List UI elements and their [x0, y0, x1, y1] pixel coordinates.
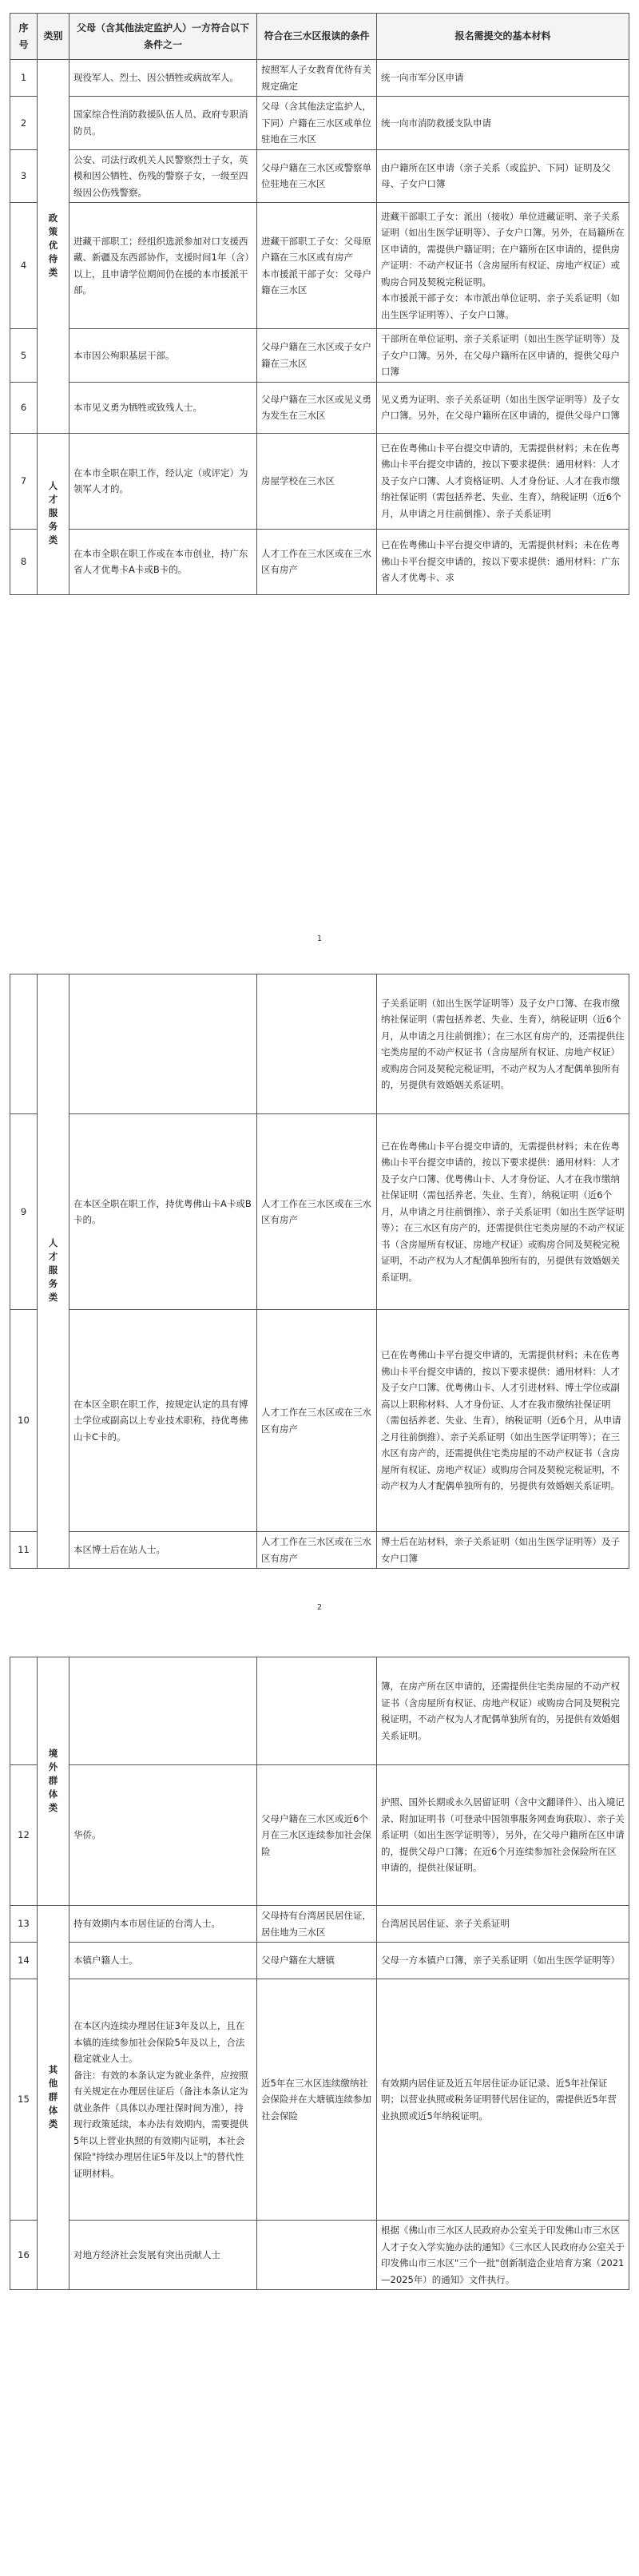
row-materials: 统一向市军分区申请: [377, 60, 629, 97]
table-row: [10, 60, 629, 97]
row-local: 房屋学校在三水区: [257, 433, 377, 529]
row-materials: 根据《佛山市三水区人民政府办公室关于印发佛山市三水区人才子女入学实施办法的通知》《三水区人民政府办公室关于印发佛山市三水区"三个一批"创新制造企业培育方案（2021—2025年）的通知》文件执行。: [377, 2221, 629, 2290]
table-row: [10, 203, 629, 329]
table-row: [10, 97, 629, 150]
table-row: [10, 2221, 629, 2290]
category-cell: [38, 974, 69, 1569]
table-row: [10, 529, 629, 594]
row-local: 父母户籍在三水区或警察单位驻地在三水区: [257, 149, 377, 203]
row-materials: 已在佐粤佛山卡平台提交申请的，无需提供材料；未在佐粤佛山卡平台提交申请的，按以下要求提供：通用材料：人才及子女户口簿、优粤佛山卡、人才引进材料、博士学位或副高以上职称材料、人才身份证、人才在我市缴纳社保证明（需包括养老、失业、生育），纳税证明（近6个月，从申请之月往前倒推）、亲子关系证明（如出生医学证明等）；在三水区有房产的，还需提供住宅类房屋的不动产权证书（含房屋所有权证、房地产权证）或购房合同及契税完税证明，不动产权为人才配偶单独所有的，另提供有效婚姻关系证明。: [377, 1310, 629, 1532]
row-local: 近5年在三水区连续缴纳社会保险并在大塘镇连续参加社会保险: [257, 1979, 377, 2221]
row-materials: 由户籍所在区申请（亲子关系（或监护、下同）证明及父母、子女户口簿: [377, 149, 629, 203]
table-row: [10, 433, 629, 529]
page-number: 1: [316, 935, 323, 943]
table-row: [10, 1657, 629, 1765]
table-row: [10, 1765, 629, 1906]
row-condition: 本市因公殉职基层干部。: [69, 329, 257, 383]
row-condition: 本市见义勇为牺牲或致残人士。: [69, 382, 257, 433]
row-local: 父母户籍在三水区或见义勇为发生在三水区: [257, 382, 377, 433]
row-materials: 进藏干部职工子女：派出（接收）单位进藏证明、亲子关系证明（如出生医学证明等）、子女户口簿。另外，在局籍所在区申请的，需提供户籍证明；在户籍所在区申请的，提供房产证明：不动产权证书（含房屋所有权证、房地产权证）或购房合同及契税完税证明。 本市援派干部子女：本市派出单位证明、亲子关系证明（如出生医学证明等）、子女户口簿。: [377, 203, 629, 329]
table-row: [10, 1906, 629, 1943]
table-row: [10, 1979, 629, 2221]
row-no: 13: [10, 1906, 38, 1943]
row-no: 2: [10, 97, 38, 150]
row-condition: 在本区全职在职工作，按规定认定的具有博士学位或副高以上专业技术职称，持优粤佛山卡C卡的。: [69, 1310, 257, 1532]
row-no: 12: [10, 1765, 38, 1906]
row-no: 15: [10, 1979, 38, 2221]
row-materials: 已在佐粤佛山卡平台提交申请的，无需提供材料；未在佐粤佛山卡平台提交申请的，按以下要求提供：通用材料：人才及子女户口簿、人才资格证明、人才身份证、人才在我市缴纳社保证明（需包括养老、失业、生育），纳税证明（近6个月，从申请之月往前倒推）、亲子关系证明: [377, 433, 629, 529]
enrollment-table-page-3: [10, 1657, 629, 2290]
row-materials: 护照、国外长期或永久居留证明（含中文翻译件）、出入境记录、附加证明书（可登录中国领事服务网查询获取）、亲子关系证明（如出生医学证明等），另外，在父母户籍所在区申请的，提供父母户口簿；在近6个月连续参加社会保险所在区申请的，提供社保证明。: [377, 1765, 629, 1906]
row-materials: 簿，在房产所在区申请的，还需提供住宅类房屋的不动产权证书（含房屋所有权证、房地产权证）或购房合同及契税完税证明，不动产权为人才配偶单独所有的，另提供有效婚姻关系证明。: [377, 1657, 629, 1765]
header-condition: 父母（含其他法定监护人）一方符合以下条件之一: [69, 14, 257, 60]
row-condition: [69, 1657, 257, 1765]
row-condition: 进藏干部职工；经组织选派参加对口支援西藏、新疆及东西部协作，支援时间1年（含）以上，且申请学位期间仍在援的本市援派干部。: [69, 203, 257, 329]
row-local: 人才工作在三水区或在三水区有房产: [257, 1114, 377, 1310]
header-category: 类别: [38, 14, 69, 60]
row-condition: 华侨。: [69, 1765, 257, 1906]
category-talent: 人才服务类: [48, 479, 58, 546]
category-policy: 政策优待类: [48, 212, 58, 278]
header-local: 符合在三水区报读的条件: [257, 14, 377, 60]
table-row: [10, 1943, 629, 1979]
row-condition: 在本区内连续办理居住证3年及以上，且在本镇的连续参加社会保险5年及以上，合法稳定就业人士。 备注：有效的本条认定为就业条件，应按照有关规定在办理居住证后（备注本条认定为就业条件（具体以办理社保时间为准），持现行政策延续，本办法有效期内，需要提供5年以上营业执照的有效期内证明，本社会保险"持续办理居住证5年及以上"的替代性证明材料。: [69, 1979, 257, 2221]
row-no: [10, 974, 38, 1114]
enrollment-table-page-2: [10, 974, 629, 1569]
row-materials: 已在佐粤佛山卡平台提交申请的，无需提供材料；未在佐粤佛山卡平台提交申请的，按以下要求提供：通用材料：人才及子女户口簿、优粤佛山卡、人才身份证、人才在我市缴纳社保证明（需包括养老、失业、生育），纳税证明（近6个月，从申请之月往前倒推）、亲子关系证明（如出生医学证明等）；在三水区有房产的，还需提供住宅类房屋的不动产权证书（含房屋所有权证、房地产权证）或购房合同及契税完税证明，不动产权为人才配偶单独所有的，另提供有效婚姻关系证明。: [377, 1114, 629, 1310]
row-local: 父母户籍在三水区或近6个月在三水区连续参加社会保险: [257, 1765, 377, 1906]
row-local: 人才工作在三水区或在三水区有房产: [257, 1310, 377, 1532]
table-row: [10, 1114, 629, 1310]
row-no: 7: [10, 433, 38, 529]
row-materials: 子关系证明（如出生医学证明等）及子女户口簿、在我市缴纳社保证明（需包括养老、失业、生育），纳税证明（近6个月，从申请之月往前倒推）；在三水区有房产的，还需提供住宅类房屋的不动产权证书（含房屋所有权证、房地产权证）或购房合同及契税完税证明，不动产权为人才配偶单独所有的，另提供有效婚姻关系证明。: [377, 974, 629, 1114]
page-number: 2: [316, 1603, 323, 1612]
row-materials: 见义勇为证明、亲子关系证明（如出生医学证明等）及子女户口簿。另外，在父母户籍所在区申请的，提供父母户口簿: [377, 382, 629, 433]
row-local: 父母户籍在大塘镇: [257, 1943, 377, 1979]
page-1: [0, 0, 639, 955]
row-materials: 有效期内居住证及近五年居住证办证记录、近5年社保证明；以营业执照或税务证明替代居住证的，需提供近5年营业执照或近5年纳税证明。: [377, 1979, 629, 2221]
row-no: 10: [10, 1310, 38, 1532]
row-local: [257, 974, 377, 1114]
row-condition: 在本区全职在职工作，持优粤佛山卡A卡或B卡的。: [69, 1114, 257, 1310]
category-talent-continued: 人才服务类: [48, 1237, 58, 1304]
page-2: [0, 955, 639, 1637]
row-local: [257, 1657, 377, 1765]
table-row: [10, 382, 629, 433]
row-no: 3: [10, 149, 38, 203]
row-local: 父母持有台湾居民居住证，居住地为三水区: [257, 1906, 377, 1943]
row-local: 进藏干部职工子女：父母原户籍在三水区或有房产 本市援派干部子女：父母户籍在三水区: [257, 203, 377, 329]
row-materials: 已在佐粤佛山卡平台提交申请的，无需提供材料；未在佐粤佛山卡平台提交申请的，按以下要求提供：通用材料：广东省人才优粤卡、求: [377, 529, 629, 594]
row-no: 9: [10, 1114, 38, 1310]
row-condition: 在本市全职在职工作，经认定（或评定）为领军人才的。: [69, 433, 257, 529]
category-cell: [38, 1906, 69, 2290]
header-no: 序号: [10, 14, 38, 60]
row-no: 14: [10, 1943, 38, 1979]
row-materials: 统一向市消防救援支队申请: [377, 97, 629, 150]
category-cell: [38, 433, 69, 594]
row-condition: 本区博士后在站人士。: [69, 1532, 257, 1569]
row-condition: 持有效期内本市居住证的台湾人士。: [69, 1906, 257, 1943]
table-row: [10, 974, 629, 1114]
table-row: [10, 1310, 629, 1532]
row-no: [10, 1657, 38, 1765]
row-condition: 现役军人、烈士、因公牺牲或病故军人。: [69, 60, 257, 97]
row-materials: 干部所在单位证明、亲子关系证明（如出生医学证明等）及子女户口簿。另外，在父母户籍所在区申请的，提供父母户口簿: [377, 329, 629, 383]
row-no: 1: [10, 60, 38, 97]
table-row: [10, 1532, 629, 1569]
row-condition: 国家综合性消防救援队伍人员、政府专职消防员。: [69, 97, 257, 150]
row-local: 人才工作在三水区或在三水区有房产: [257, 1532, 377, 1569]
category-other: 其他群体类: [48, 2063, 58, 2129]
row-condition: [69, 974, 257, 1114]
row-local: 按照军人子女教育优待有关规定确定: [257, 60, 377, 97]
table-header-row: [10, 14, 629, 60]
row-local: 父母（含其他法定监护人，下同）户籍在三水区或单位驻地在三水区: [257, 97, 377, 150]
row-materials: 博士后在站材料，亲子关系证明（如出生医学证明等）及子女户口簿: [377, 1532, 629, 1569]
row-materials: 父母一方本镇户口簿，亲子关系证明（如出生医学证明等）: [377, 1943, 629, 1979]
category-cell: [38, 1657, 69, 1906]
row-condition: 公安、司法行政机关人民警察烈士子女，英模和因公牺牲、伤残的警察子女，一级至四级因公伤残警察。: [69, 149, 257, 203]
row-no: 6: [10, 382, 38, 433]
row-no: 4: [10, 203, 38, 329]
table-row: [10, 149, 629, 203]
page-3: [0, 1637, 639, 2576]
category-overseas: 境外群体类: [48, 1747, 58, 1813]
row-materials: 台湾居民居住证、亲子关系证明: [377, 1906, 629, 1943]
row-no: 11: [10, 1532, 38, 1569]
row-condition: 对地方经济社会发展有突出贡献人士: [69, 2221, 257, 2290]
row-condition: 在本市全职在职工作或在本市创业，持广东省人才优粤卡A卡或B卡的。: [69, 529, 257, 594]
row-no: 8: [10, 529, 38, 594]
row-local: 人才工作在三水区或在三水区有房产: [257, 529, 377, 594]
table-row: [10, 329, 629, 383]
row-no: 16: [10, 2221, 38, 2290]
category-cell: [38, 60, 69, 434]
enrollment-table-page-1: [10, 13, 629, 595]
row-no: 5: [10, 329, 38, 383]
row-local: [257, 2221, 377, 2290]
header-materials: 报名需提交的基本材料: [377, 14, 629, 60]
row-local: 父母户籍在三水区或子女户籍在三水区: [257, 329, 377, 383]
row-condition: 本镇户籍人士。: [69, 1943, 257, 1979]
